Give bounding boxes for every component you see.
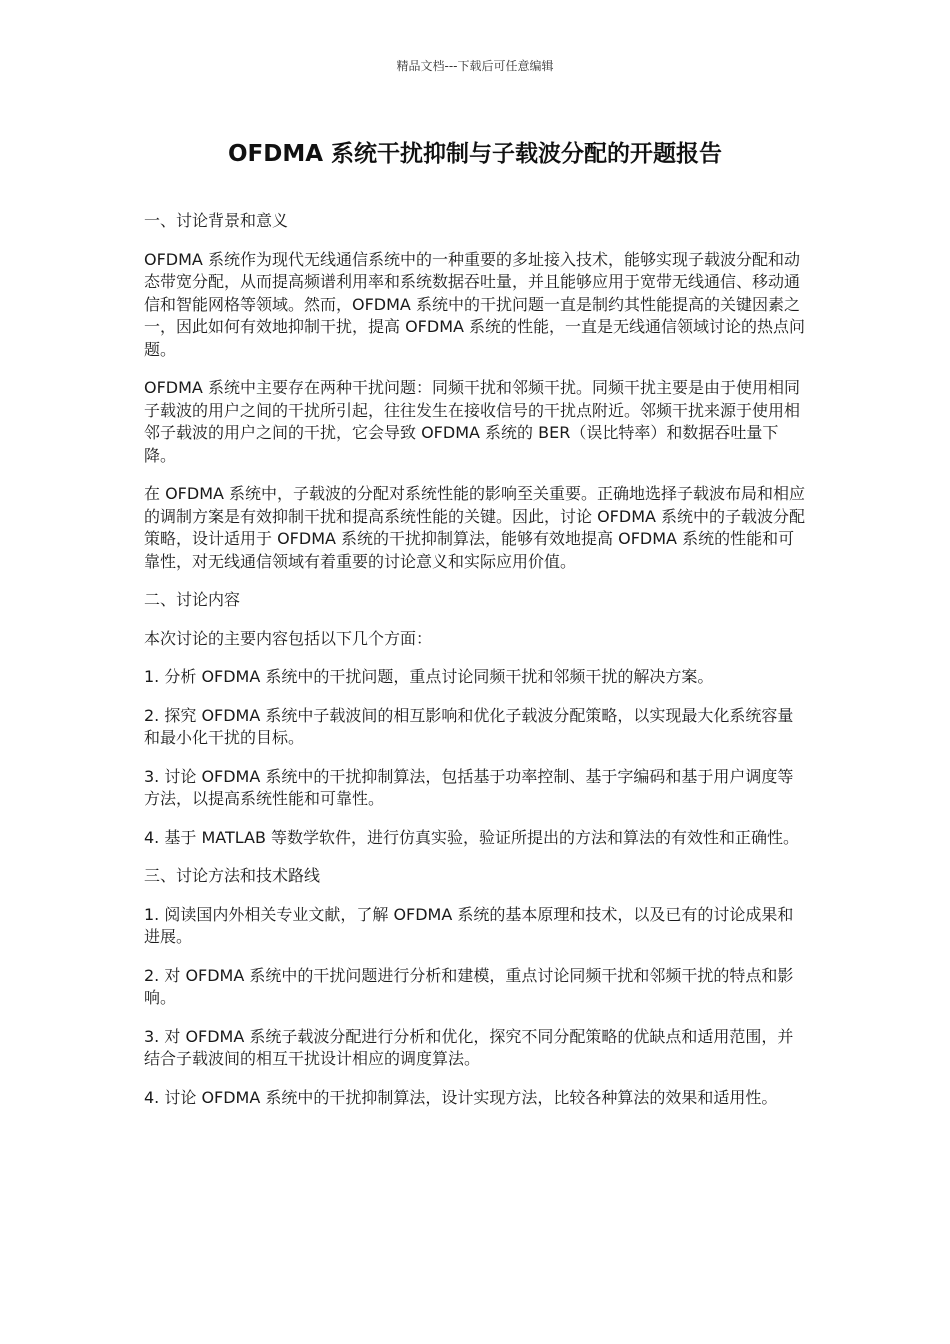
header-note: 精品文档---下载后可任意编辑 <box>396 59 554 73</box>
section-heading-content: 二、讨论内容 <box>144 590 241 609</box>
paragraph: 在 OFDMA 系统中，子载波的分配对系统性能的影响至关重要。正确地选择子载波布局和相应的调制方案是有效抑制干扰和提高系统性能的关键。因此，讨论 OFDMA 系统中的子载波分配策略，设计适用于 OFDMA 系统的干扰抑制算法，能够有效地提高 OFDMA 系统的性能和可靠性，对无线通信领域有着重要的讨论意义和实际应用价值。 <box>144 484 806 571</box>
list-item: 3. 对 OFDMA 系统子载波分配进行分析和优化，探究不同分配策略的优缺点和适用范围，并结合子载波间的相互干扰设计相应的调度算法。 <box>144 1026 794 1068</box>
section-heading-background: 一、讨论背景和意义 <box>144 211 289 230</box>
list-item: 4. 基于 MATLAB 等数学软件，进行仿真实验，验证所提出的方法和算法的有效性和正确性。 <box>144 827 800 847</box>
section-heading-methods: 三、讨论方法和技术路线 <box>144 866 321 885</box>
list-item: 4. 讨论 OFDMA 系统中的干扰抑制算法，设计实现方法，比较各种算法的效果和适用性。 <box>144 1087 778 1107</box>
list-item: 2. 对 OFDMA 系统中的干扰问题进行分析和建模，重点讨论同频干扰和邻频干扰的特点和影响。 <box>144 965 794 1007</box>
paragraph: 本次讨论的主要内容包括以下几个方面： <box>144 628 433 648</box>
document-title: OFDMA 系统干扰抑制与子载波分配的开题报告 <box>227 141 723 167</box>
document-body <box>144 210 808 1125</box>
list-item: 1. 阅读国内外相关专业文献，了解 OFDMA 系统的基本原理和技术，以及已有的讨论成果和进展。 <box>144 904 794 946</box>
list-item: 1. 分析 OFDMA 系统中的干扰问题，重点讨论同频干扰和邻频干扰的解决方案。 <box>144 667 714 686</box>
list-item: 2. 探究 OFDMA 系统中子载波间的相互影响和优化子载波分配策略，以实现最大化系统容量和最小化干扰的目标。 <box>144 705 794 747</box>
paragraph: OFDMA 系统中主要存在两种干扰问题：同频干扰和邻频干扰。同频干扰主要是由于使用相同子载波的用户之间的干扰所引起，往往发生在接收信号的干扰点附近。邻频干扰来源于使用相邻子载波的用户之间的干扰，它会导致 OFDMA 系统的 BER（误比特率）和数据吞吐量下降。 <box>144 378 801 465</box>
paragraph: OFDMA 系统作为现代无线通信系统中的一种重要的多址接入技术，能够实现子载波分配和动态带宽分配，从而提高频谱利用率和系统数据吞吐量，并且能够应用于宽带无线通信、移动通信和智能网格等领域。然而，OFDMA 系统中的干扰问题一直是制约其性能提高的关键因素之一，因此如何有效地抑制干扰，提高 OFDMA 系统的性能，一直是无线通信领域讨论的热点问题。 <box>144 249 806 359</box>
list-item: 3. 讨论 OFDMA 系统中的干扰抑制算法，包括基于功率控制、基于字编码和基于用户调度等方法，以提高系统性能和可靠性。 <box>144 766 794 808</box>
